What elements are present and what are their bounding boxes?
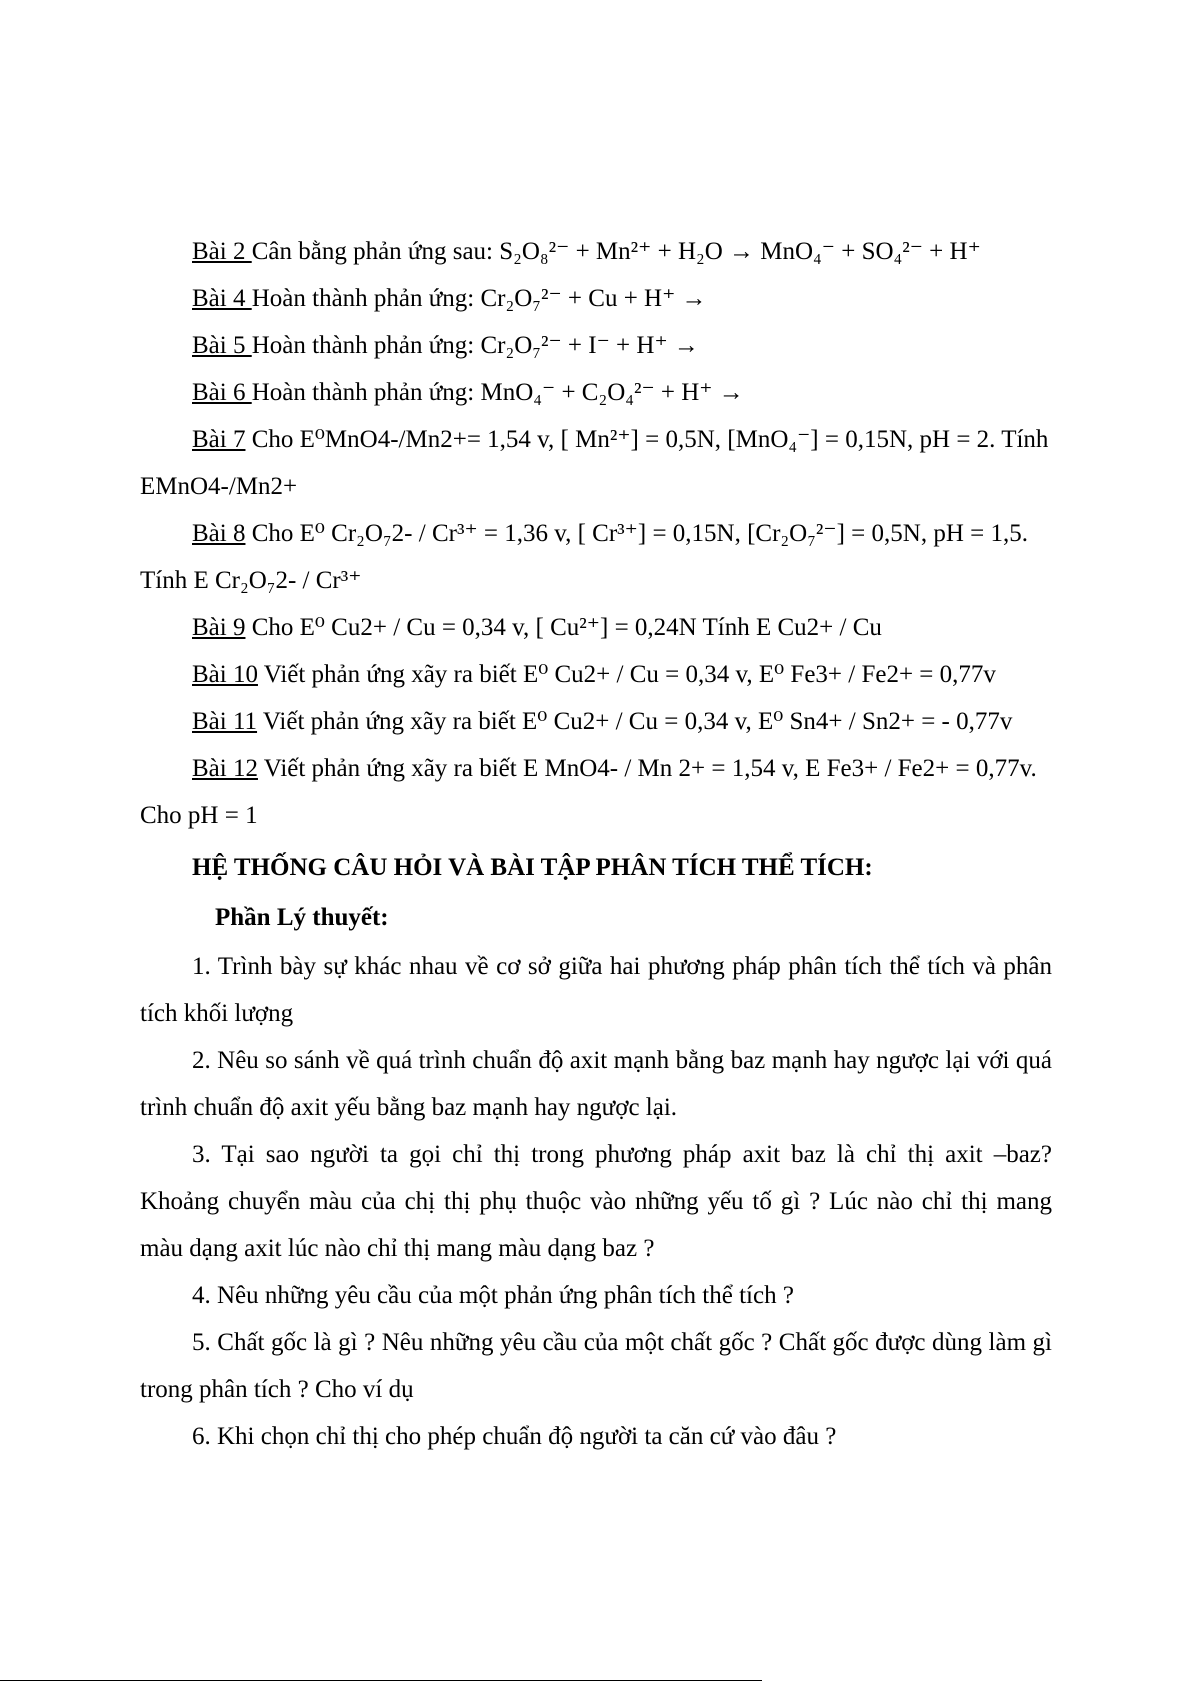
footer-divider [0,1680,762,1682]
exercise-text: Cho E⁰MnO4-/Mn2+= 1,54 v, [ Mn²⁺] = 0,5N, [MnO₄⁻] = 0,15N, pH = 2. Tính EMnO4-/Mn2+ [140,426,1049,500]
exercise-text: Cho E⁰ Cu2+ / Cu = 0,34 v, [ Cu²⁺] = 0,24N Tính E Cu2+ / Cu [245,614,882,641]
exercise-7 [140,416,1052,510]
question-6: 6. Khi chọn chỉ thị cho phép chuẩn độ người ta căn cứ vào đâu ? [192,1423,837,1450]
exercise-text: Hoàn thành phản ứng: MnO₄⁻ + C₂O₄²⁻ + H⁺ → [251,379,744,406]
exercise-text: Cân bằng phản ứng sau: S₂O₈²⁻ + Mn²⁺ + H₂O → MnO₄⁻ + SO₄²⁻ + H⁺ [251,238,981,265]
exercise-label: Bài 7 [192,426,246,453]
exercise-6 [140,369,1052,416]
question-2: 2. Nêu so sánh về quá trình chuẩn độ axit mạnh bằng baz mạnh hay ngược lại với quá trình chuẩn độ axit yếu bằng baz mạnh hay ngược lại. [140,1047,1052,1121]
exercise-text: Viết phản ứng xãy ra biết E⁰ Cu2+ / Cu = 0,34 v, E⁰ Sn4+ / Sn2+ = - 0,77v [257,708,1013,735]
exercise-9 [140,604,1052,651]
question-3: 3. Tại sao người ta gọi chỉ thị trong phương pháp axit baz là chỉ thị axit –baz? Khoảng chuyển màu của chị thị phụ thuộc vào những yếu tố gì ? Lúc nào chỉ thị mang màu dạng axit lúc nào chỉ thị mang màu dạng baz ? [140,1141,1052,1262]
exercise-12 [140,745,1052,839]
exercise-label: Bài 11 [192,708,258,735]
exercise-label: Bài 12 [192,755,258,782]
exercise-text: Hoàn thành phản ứng: Cr₂O₇²⁻ + Cu + H⁺ → [251,285,707,312]
subsection-title: Phần Lý thuyết: [215,904,389,931]
document-page [140,228,1052,1460]
exercise-label: Bài 4 [192,285,252,312]
exercise-label: Bài 10 [192,661,258,688]
exercise-10 [140,651,1052,698]
exercise-label: Bài 2 [192,238,252,265]
exercise-11 [140,698,1052,745]
question-5: 5. Chất gốc là gì ? Nêu những yêu cầu của một chất gốc ? Chất gốc được dùng làm gì trong phân tích ? Cho ví dụ [140,1329,1052,1403]
exercise-label: Bài 8 [192,520,246,547]
exercise-2 [140,228,1052,275]
exercise-text: Hoàn thành phản ứng: Cr₂O₇²⁻ + I⁻ + H⁺ → [251,332,699,359]
exercise-text: Viết phản ứng xãy ra biết E MnO4- / Mn 2+ = 1,54 v, E Fe3+ / Fe2+ = 0,77v. Cho pH = 1 [140,755,1037,829]
exercise-text: Viết phản ứng xãy ra biết E⁰ Cu2+ / Cu = 0,34 v, E⁰ Fe3+ / Fe2+ = 0,77v [257,661,996,688]
exercise-label: Bài 9 [192,614,246,641]
exercise-4 [140,275,1052,322]
exercise-8 [140,510,1052,604]
exercise-label: Bài 6 [192,379,252,406]
section-title: HỆ THỐNG CÂU HỎI VÀ BÀI TẬP PHÂN TÍCH THỂ TÍCH: [192,854,873,881]
exercise-label: Bài 5 [192,332,252,359]
question-1: 1. Trình bày sự khác nhau về cơ sở giữa hai phương pháp phân tích thể tích và phân tích khối lượng [140,953,1052,1027]
question-4: 4. Nêu những yêu cầu của một phản ứng phân tích thể tích ? [192,1282,794,1309]
exercise-5 [140,322,1052,369]
exercise-text: Cho E⁰ Cr₂O₇2- / Cr³⁺ = 1,36 v, [ Cr³⁺] = 0,15N, [Cr₂O₇²⁻] = 0,5N, pH = 1,5. Tính E Cr₂O₇2- / Cr³⁺ [140,520,1028,594]
